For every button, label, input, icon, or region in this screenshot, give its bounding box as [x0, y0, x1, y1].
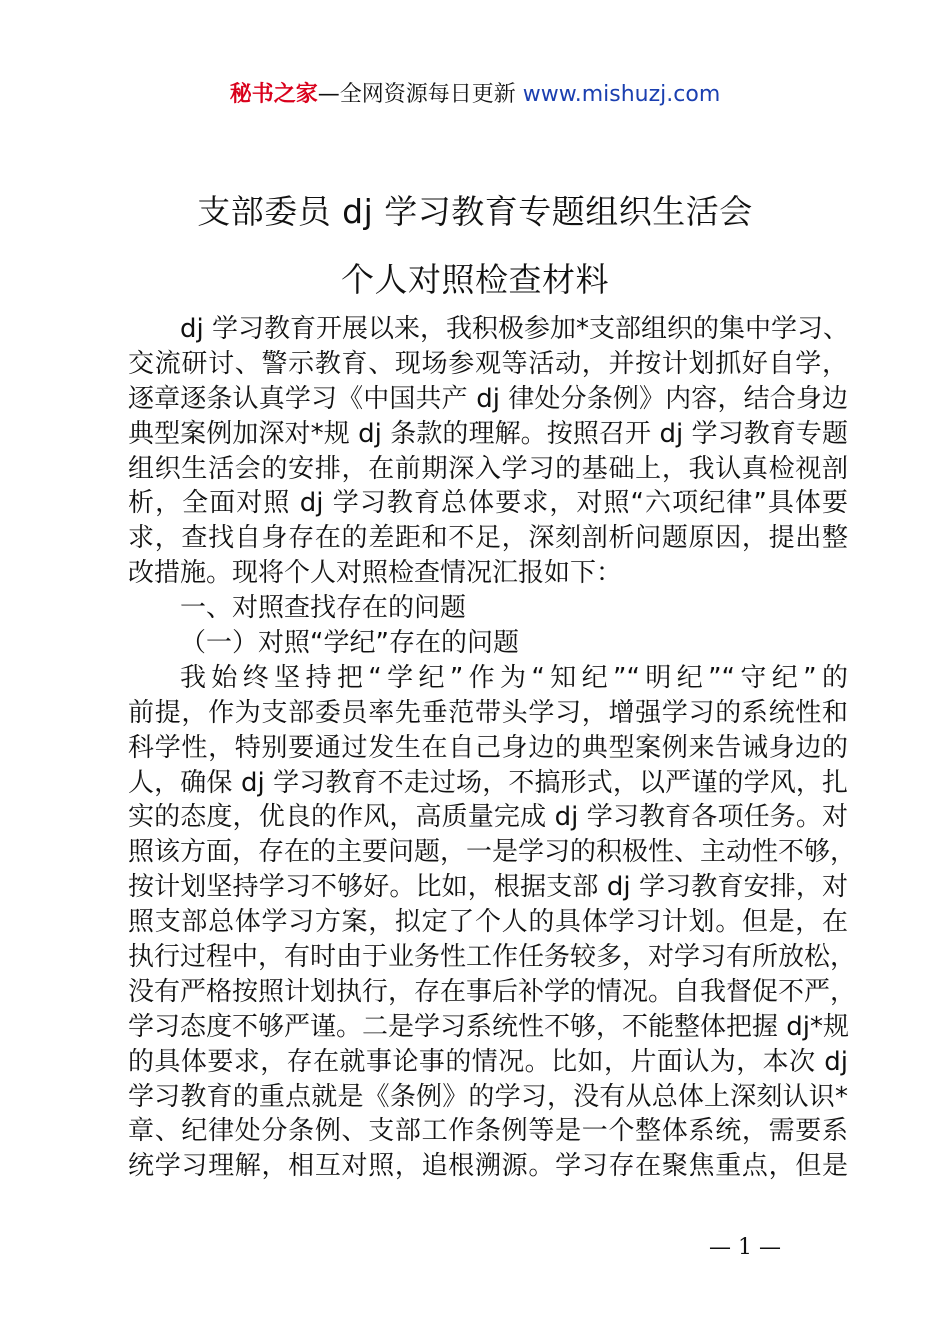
section-heading: 一、对照查找存在的问题	[180, 593, 467, 624]
body-line: 照该方面，存在的主要问题，一是学习的积极性、主动性不够，	[128, 837, 857, 868]
site-header	[0, 78, 950, 112]
body-line: 按计划坚持学习不够好。比如，根据支部 dj 学习教育安排，对	[128, 872, 848, 903]
body-line: 章、纪律处分条例、支部工作条例等是一个整体系统，需要系	[128, 1116, 848, 1147]
body-line: 执行过程中，有时由于业务性工作任务较多，对学习有所放松，	[128, 942, 857, 973]
body-line: 求，查找自身存在的差距和不足，深刻剖析问题原因，提出整	[128, 523, 848, 554]
document-subtitle: 个人对照检查材料	[341, 260, 609, 299]
body-line: 组织生活会的安排，在前期深入学习的基础上，我认真检视剖	[128, 453, 848, 484]
document-body	[128, 312, 857, 1184]
body-line: 改措施。现将个人对照检查情况汇报如下：	[128, 558, 623, 589]
body-line: 科学性，特别要通过发生在自己身边的典型案例来告诫身边的	[128, 732, 848, 763]
body-line: 学习教育的重点就是《条例》的学习，没有从总体上深刻认识*	[128, 1081, 848, 1112]
body-line: 逐章逐条认真学习《中国共产 dj 律处分条例》内容，结合身边	[128, 383, 848, 414]
body-line: 交流研讨、警示教育、现场参观等活动，并按计划抓好自学，	[128, 348, 848, 379]
body-line: 学习态度不够严谨。二是学习系统性不够，不能整体把握 dj*规	[128, 1011, 849, 1042]
body-line: 统学习理解，相互对照，追根溯源。学习存在聚焦重点，但是	[128, 1151, 848, 1182]
site-brand: 秘书之家	[229, 82, 318, 107]
body-line: 的具体要求，存在就事论事的情况。比如，片面认为，本次 dj	[128, 1046, 848, 1077]
body-line: 典型案例加深对*规 dj 条款的理解。按照召开 dj 学习教育专题	[128, 418, 848, 449]
site-tagline: —全网资源每日更新	[317, 82, 516, 107]
body-line: 前提，作为支部委员率先垂范带头学习，增强学习的系统性和	[128, 697, 848, 728]
body-line: 照支部总体学习方案，拟定了个人的具体学习计划。但是，在	[128, 907, 848, 938]
body-line: 没有严格按照计划执行，存在事后补学的情况。自我督促不严，	[128, 976, 857, 1007]
body-line: 我始终坚持把“学纪”作为“知纪”“明纪”“守纪”的	[180, 662, 848, 693]
body-line: 析，全面对照 dj 学习教育总体要求，对照“六项纪律”具体要	[128, 488, 848, 519]
body-line: 实的态度，优良的作风，高质量完成 dj 学习教育各项任务。对	[128, 802, 848, 833]
body-line: 人，确保 dj 学习教育不走过场，不搞形式，以严谨的学风，扎	[128, 767, 848, 798]
body-line: dj 学习教育开展以来，我积极参加*支部组织的集中学习、	[180, 314, 849, 344]
page-number: — 1 —	[709, 1235, 781, 1260]
document-title: 支部委员 dj 学习教育专题组织生活会	[197, 192, 753, 231]
site-url-link[interactable]: www.mishuzj.com	[522, 82, 721, 107]
subsection-heading: （一）对照“学纪”存在的问题	[180, 628, 519, 659]
